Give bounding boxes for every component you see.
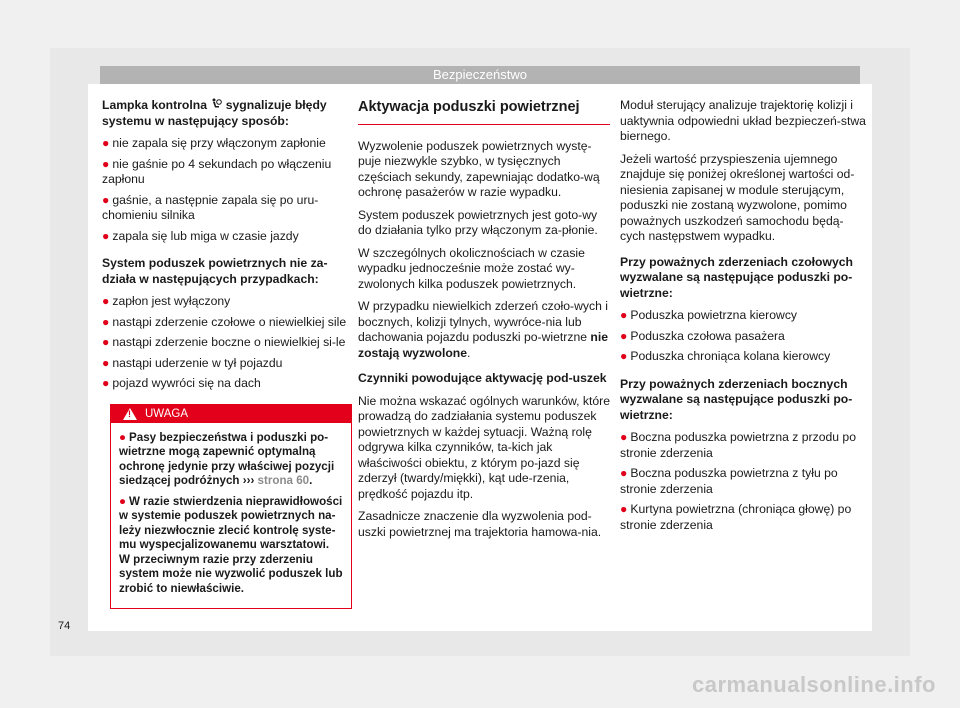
- frontal-collision-heading: Przy poważnych zderzeniach czołowych wyzwalane są następujące poduszki po-wietrzne:: [620, 254, 853, 300]
- bullet-icon: ●: [102, 192, 110, 207]
- side-airbag-list: [620, 430, 868, 533]
- bullet-icon: ●: [102, 228, 110, 243]
- bullet-icon: ●: [620, 466, 628, 480]
- list-item: ● Poduszka powietrzna kierowcy: [620, 308, 798, 322]
- paragraph: Nie można wskazać ogólnych warunków, które prowadzą do zadziałania systemu poduszek powietrznych w każdej sytuacji. Ważną rolę odgrywa kilka czynników, ta-kich jak właściwości obiektu, z którym po-jazd się zderzył (twardy/miękki), kąt ude-rzenia, prędkość pojazdu itp.: [358, 393, 610, 501]
- warning-item: ● W razie stwierdzenia nieprawidłowości w systemie poduszek powietrznych na-leży niezwłocznie zlecić kontrolę syste-mu wyspecjalizowanemu warsztatowi. W przeciwnym razie przy zderzeniu system może nie wyzwolić poduszek lub zrobić to niewłaściwie.: [119, 494, 343, 595]
- bullet-icon: ●: [102, 294, 110, 308]
- paragraph: System poduszek powietrznych jest goto-wy do działania tylko przy włączonym za-płonie.: [358, 207, 598, 237]
- list-item: ● nastąpi uderzenie w tył pojazdu: [102, 355, 283, 370]
- list-item: ● Poduszka czołowa pasażera: [620, 328, 785, 343]
- list-item: ● zapłon jest wyłączony: [102, 294, 231, 308]
- activation-factors-heading: Czynniki powodujące aktywację pod-uszek: [358, 371, 607, 385]
- paragraph: Wyzwolenie poduszek powietrznych wystę-puje niezwykle szybko, w tysięcznych częściach sekundy, zapewniając dodatko-wą ochronę pasażerów w razie wypadku.: [358, 138, 600, 199]
- warning-header: ! UWAGA: [111, 405, 351, 423]
- bullet-icon: ●: [102, 335, 110, 349]
- bullet-icon: ●: [102, 355, 110, 370]
- column-middle: [358, 98, 610, 547]
- airbag-activation-heading: Aktywacja poduszki powietrznej: [358, 100, 610, 125]
- intro-paragraph: Lampka kontrolna sygnalizuje błędy systemu w następujący sposób:: [102, 98, 327, 128]
- list-item: ● gaśnie, a następnie zapala się po uru-chomieniu silnika: [102, 192, 319, 222]
- bullet-icon: ●: [102, 136, 110, 150]
- airbag-warning-icon: [210, 98, 222, 110]
- page-content: [88, 84, 872, 631]
- paragraph: W przypadku niewielkich zderzeń czoło-wych i bocznych, kolizji tylnych, wywróce-nia lub dachowania pojazdu poduszki po-wietrzne nie zostają wyzwolone.: [358, 299, 608, 360]
- list-item: ● Poduszka chroniąca kolana kierowcy: [620, 349, 831, 363]
- paragraph: W szczególnych okolicznościach w czasie wypadku jednocześnie może zostać wy-zwolonych kilka poduszek powietrznych.: [358, 245, 585, 291]
- list-item: ● nastąpi zderzenie boczne o niewielkiej si-le: [102, 335, 346, 349]
- list-item: ● nie gaśnie po 4 sekundach po włączeniu zapłonu: [102, 156, 332, 186]
- paragraph: Zasadnicze znaczenie dla wyzwolenia pod-uszki powietrznej ma trajektoria hamowa-nia.: [358, 509, 602, 539]
- bullet-icon: ●: [620, 502, 628, 516]
- list-item: ● Kurtyna powietrzna (chroniąca głowę) po stronie zderzenia: [620, 502, 852, 532]
- bullet-icon: ●: [620, 328, 628, 343]
- list-item: ● zapala się lub miga w czasie jazdy: [102, 228, 299, 243]
- page-number: 74: [58, 620, 71, 632]
- watermark: carmanualsonline.info: [692, 672, 936, 697]
- page-link[interactable]: strona 60: [257, 474, 310, 487]
- warning-box: [110, 404, 352, 610]
- side-collision-heading: Przy poważnych zderzeniach bocznych wyzwalane są następujące poduszki po-wietrzne:: [620, 376, 853, 422]
- bullet-icon: ●: [119, 430, 127, 444]
- list-item: ● pojazd wywróci się na dach: [102, 376, 261, 390]
- link-arrows: ›››: [242, 474, 255, 487]
- bullet-icon: ●: [102, 156, 110, 171]
- warning-triangle-icon: [123, 408, 137, 420]
- column-right: [620, 98, 868, 538]
- list-item: ● Boczna poduszka powietrzna z tyłu po stronie zderzenia: [620, 466, 838, 496]
- frontal-airbag-list: [620, 308, 868, 365]
- section-header: Bezpieczeństwo: [100, 66, 860, 84]
- no-deploy-list: [102, 294, 350, 392]
- bullet-icon: ●: [119, 494, 127, 508]
- list-item: ● Boczna poduszka powietrzna z przodu po stronie zderzenia: [620, 430, 856, 460]
- no-deploy-heading: System poduszek powietrznych nie za-działa w następujących przypadkach:: [102, 256, 328, 286]
- bullet-icon: ●: [620, 308, 628, 322]
- warning-body: [111, 423, 351, 609]
- warning-item: ● Pasy bezpieczeństwa i poduszki po-wietrzne mogą zapewnić optymalną ochronę jedynie przy właściwej pozycji siedzącej podróżnych ››› strona 60.: [119, 430, 335, 487]
- paragraph: Moduł sterujący analizuje trajektorię kolizji i uaktywnia odpowiedni układ bezpieczeń-stwa biernego.: [620, 98, 866, 143]
- bullet-icon: ●: [620, 430, 628, 444]
- list-item: ● nastąpi zderzenie czołowe o niewielkiej sile: [102, 314, 347, 329]
- paragraph: Jeżeli wartość przyspieszenia ujemnego znajduje się poniżej określonej wartości od-niesienia zapisanej w module sterującym, poduszki nie zostaną wyzwolone, pomimo poważnych uszkodzeń samochodu będą-cych następstwem wypadku.: [620, 151, 855, 243]
- bullet-icon: ●: [102, 314, 110, 329]
- column-left: [102, 98, 350, 609]
- bullet-icon: ●: [620, 349, 628, 363]
- error-signal-list: [102, 136, 350, 244]
- bullet-icon: ●: [102, 376, 110, 390]
- list-item: ● nie zapala się przy włączonym zapłonie: [102, 136, 326, 150]
